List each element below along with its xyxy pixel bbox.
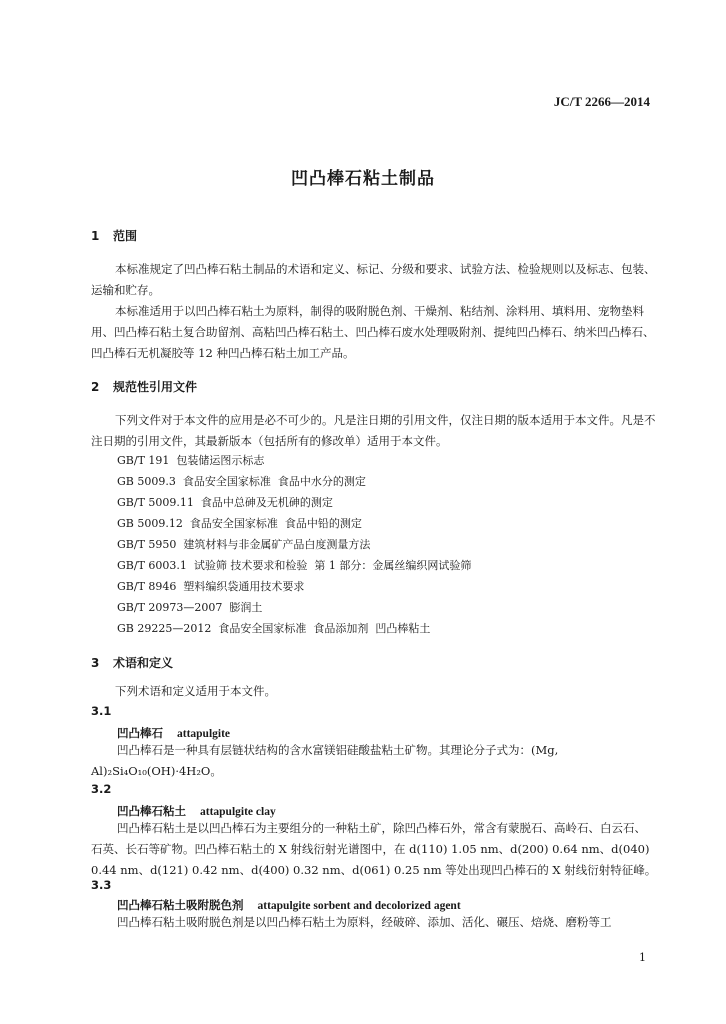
term-number: 3.3	[91, 878, 112, 892]
references-intro: 下列文件对于本文件的应用是必不可少的。凡是注日期的引用文件，仅注日期的版本适用于本文件。凡是不注日期的引用文件，其最新版本（包括所有的修改单）适用于本文件。	[91, 413, 656, 448]
term-number: 3.1	[91, 704, 112, 718]
reference-item: GB 5009.3 食品安全国家标准 食品中水分的测定	[117, 475, 366, 488]
term-heading	[117, 725, 230, 741]
term-definition: 凹凸棒石是一种具有层链状结构的含水富镁铝硅酸盐粘土矿物。其理论分子式为：(Mg, Al)₂Si₄O₁₀(OH)·4H₂O。	[91, 743, 559, 778]
reference-item: GB/T 6003.1 试验筛 技术要求和检验 第 1 部分：金属丝编织网试验筛	[117, 559, 472, 572]
term-definition: 凹凸棒石粘土吸附脱色剂是以凹凸棒石粘土为原料，经破碎、添加、活化、碾压、焙烧、磨粉等工	[117, 915, 612, 929]
term-name-en: attapulgite	[177, 728, 231, 740]
section-number: 3	[91, 656, 100, 670]
section-1-heading	[91, 227, 137, 244]
term-name-cn: 凹凸棒石	[117, 726, 163, 740]
standard-code: JC/T 2266—2014	[553, 94, 650, 109]
reference-item: GB/T 8946 塑料编织袋通用技术要求	[117, 580, 305, 593]
section-number: 1	[91, 229, 100, 243]
term-name-cn: 凹凸棒石粘土	[117, 804, 186, 818]
reference-item: GB/T 191 包装储运图示标志	[117, 454, 265, 467]
section-title: 术语和定义	[113, 656, 174, 670]
section-3-heading	[91, 654, 173, 671]
section-2-heading	[91, 378, 197, 395]
reference-item: GB/T 5009.11 食品中总砷及无机砷的测定	[117, 496, 333, 509]
section-title: 规范性引用文件	[113, 380, 198, 394]
term-definition: 凹凸棒石粘土是以凹凸棒石为主要组分的一种粘土矿，除凹凸棒石外，常含有蒙脱石、高岭石、白云石、石英、长石等矿物。凹凸棒石粘土的 X 射线衍射光谱图中，在 d(110) 1.05 nm、d(200) 0.64 nm、d(040) 0.44 nm、d(121) 0.42 nm、d(400) 0.32 nm、d(061) 0.25 nm 等处出现凹凸棒石的 X 射线衍射特征峰。	[91, 821, 657, 877]
term-number: 3.2	[91, 782, 112, 796]
reference-item: GB/T 20973—2007 膨润土	[117, 601, 263, 614]
term-heading	[117, 803, 276, 819]
page-number: 1	[639, 951, 646, 964]
scope-paragraph-1: 本标准规定了凹凸棒石粘土制品的术语和定义、标记、分级和要求、试验方法、检验规则以及标志、包装、运输和贮存。	[91, 262, 656, 297]
section-title: 范围	[113, 229, 138, 243]
term-heading	[117, 897, 461, 913]
reference-item: GB 29225—2012 食品安全国家标准 食品添加剂 凹凸棒粘土	[117, 622, 431, 635]
term-name-cn: 凹凸棒石粘土吸附脱色剂	[117, 898, 244, 912]
scope-paragraph-2: 本标准适用于以凹凸棒石粘土为原料，制得的吸附脱色剂、干燥剂、粘结剂、涂料用、填料用、宠物垫料用、凹凸棒石粘土复合助留剂、高粘凹凸棒石粘土、凹凸棒石废水处理吸附剂、提纯凹凸棒石、纳米凹凸棒石、凹凸棒石无机凝胶等 12 种凹凸棒石粘土加工产品。	[91, 304, 655, 360]
term-name-en: attapulgite sorbent and decolorized agent	[257, 900, 461, 912]
term-name-en: attapulgite clay	[200, 806, 276, 818]
terms-intro: 下列术语和定义适用于本文件。	[115, 684, 276, 698]
reference-item: GB 5009.12 食品安全国家标准 食品中铅的测定	[117, 517, 362, 530]
document-title: 凹凸棒石粘土制品	[291, 169, 435, 189]
section-number: 2	[91, 380, 100, 394]
reference-item: GB/T 5950 建筑材料与非金属矿产品白度测量方法	[117, 538, 371, 551]
